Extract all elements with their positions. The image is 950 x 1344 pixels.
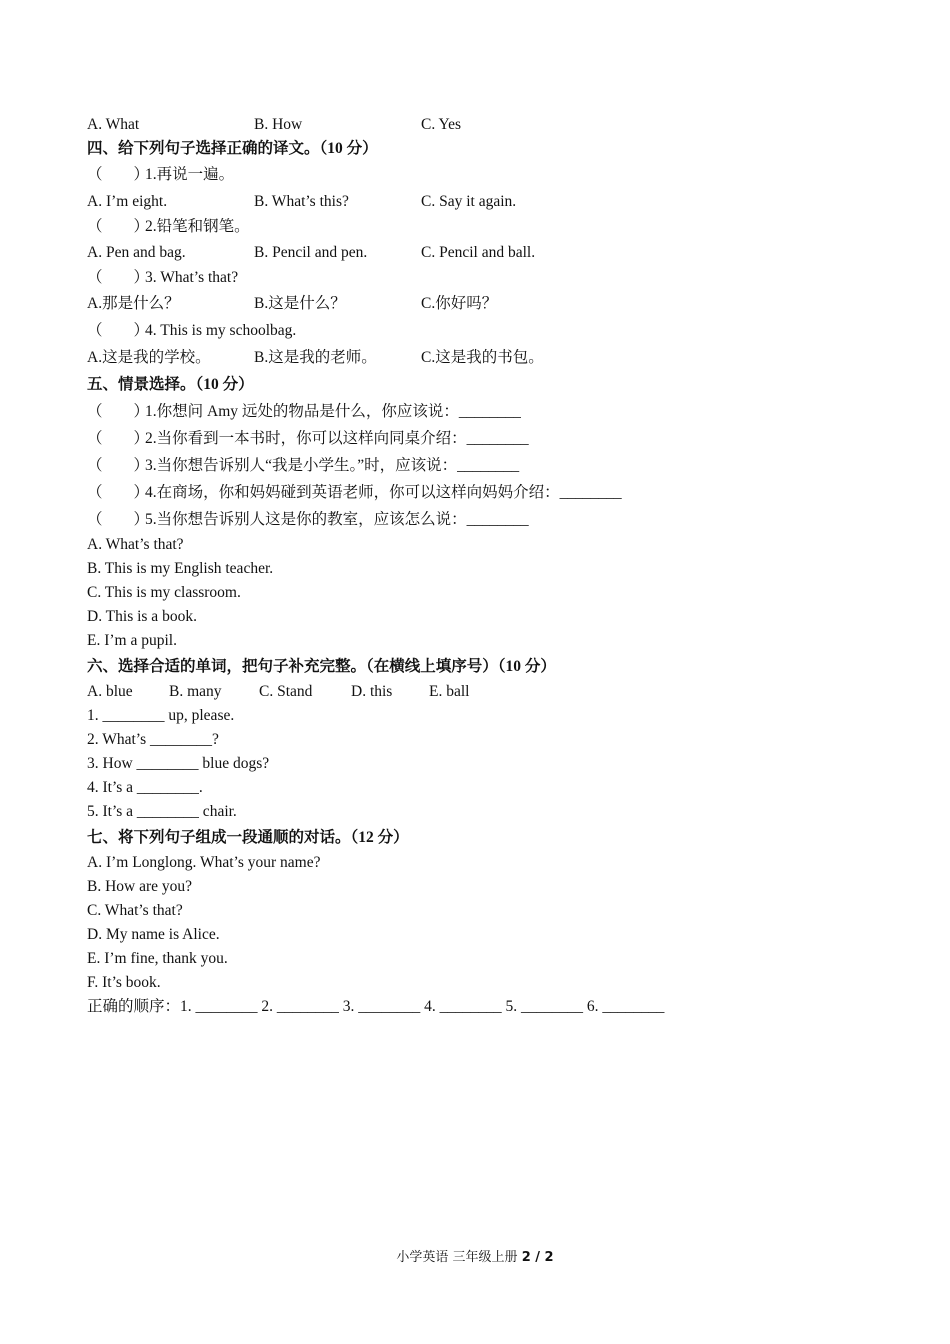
page-footer bbox=[0, 1246, 950, 1265]
dialogue-sentence: E. I’m fine, thank you. bbox=[87, 950, 228, 967]
answer-blank: （ ） bbox=[87, 457, 150, 474]
question-text: 2.当你看到一本书时，你可以这样向同桌介绍：________ bbox=[145, 430, 529, 447]
q3-options bbox=[87, 113, 887, 137]
options-row bbox=[87, 290, 887, 317]
option: A. What bbox=[87, 116, 140, 133]
option: B. How bbox=[254, 116, 303, 133]
dialogue-sentence: B. How are you? bbox=[87, 878, 193, 895]
order-answer-line: 正确的顺序：1. ________ 2. ________ 3. ________ 4. ________ 5. ________ 6. ________ bbox=[87, 998, 665, 1015]
answer-blank: （ ） bbox=[87, 484, 150, 501]
option: C. Pencil and ball. bbox=[421, 244, 536, 261]
question bbox=[87, 317, 887, 344]
option: A. I’m eight. bbox=[87, 193, 168, 210]
footer-subject: 小学英语 三年级上册 bbox=[396, 1250, 518, 1265]
question-text: 1.再说一遍。 bbox=[145, 166, 235, 183]
fill-blank-item: 1. ________ up, please. bbox=[87, 707, 235, 724]
dialogue-sentence: A. I’m Longlong. What’s your name? bbox=[87, 854, 321, 871]
fill-blank-item: 2. What’s ________? bbox=[87, 731, 219, 748]
question bbox=[87, 452, 887, 479]
answer-choice: A. What’s that? bbox=[87, 536, 184, 553]
question bbox=[87, 479, 887, 506]
question bbox=[87, 161, 887, 188]
fill-blank-item: 4. It’s a ________. bbox=[87, 779, 203, 796]
option: C. Yes bbox=[421, 116, 462, 133]
option: C.你好吗？ bbox=[421, 295, 498, 312]
question-text: 2.铅笔和钢笔。 bbox=[145, 218, 250, 235]
answer-blank: （ ） bbox=[87, 511, 150, 528]
option: A. Pen and bag. bbox=[87, 244, 186, 261]
answer-blank: （ ） bbox=[87, 430, 150, 447]
footer-separator: / bbox=[530, 1250, 545, 1265]
option: B. many bbox=[169, 683, 222, 700]
question bbox=[87, 425, 887, 452]
question-text: 4.在商场，你和妈妈碰到英语老师，你可以这样向妈妈介绍：________ bbox=[145, 484, 622, 501]
dialogue-sentence: C. What’s that? bbox=[87, 902, 183, 919]
fill-blank-item: 5. It’s a ________ chair. bbox=[87, 803, 237, 820]
option: B.这是什么？ bbox=[254, 295, 346, 312]
question-text: 1.你想问 Amy 远处的物品是什么，你应该说：________ bbox=[145, 403, 521, 420]
answer-blank: （ ） bbox=[87, 218, 150, 235]
question-text: 3.当你想告诉别人“我是小学生。”时，应该说：________ bbox=[145, 457, 520, 474]
worksheet-page bbox=[87, 113, 887, 1019]
answer-choice: B. This is my English teacher. bbox=[87, 560, 274, 577]
option: E. ball bbox=[429, 683, 470, 700]
section-4-title: 四、给下列句子选择正确的译文。（10 分） bbox=[87, 140, 378, 157]
option: B. Pencil and pen. bbox=[254, 244, 368, 261]
section-5-title: 五、情景选择。（10 分） bbox=[87, 376, 254, 393]
question bbox=[87, 215, 887, 239]
dialogue-sentence: F. It’s book. bbox=[87, 974, 161, 991]
question-text: 5.当你想告诉别人这是你的教室，应该怎么说：________ bbox=[145, 511, 529, 528]
question bbox=[87, 398, 887, 425]
option: A.这是我的学校。 bbox=[87, 349, 211, 366]
word-options bbox=[87, 680, 887, 704]
answer-blank: （ ） bbox=[87, 322, 150, 339]
footer-page-total: 2 bbox=[544, 1250, 554, 1265]
option: C. Say it again. bbox=[421, 193, 517, 210]
question-text: 3. What’s that? bbox=[145, 269, 239, 286]
answer-choice: E. I’m a pupil. bbox=[87, 632, 177, 649]
question bbox=[87, 506, 887, 533]
answer-blank: （ ） bbox=[87, 166, 150, 183]
options-row bbox=[87, 188, 887, 215]
answer-choice: D. This is a book. bbox=[87, 608, 197, 625]
dialogue-sentence: D. My name is Alice. bbox=[87, 926, 220, 943]
option: B. What’s this? bbox=[254, 193, 349, 210]
footer-page-number: 2 bbox=[521, 1250, 531, 1265]
option: C. Stand bbox=[259, 683, 313, 700]
answer-blank: （ ） bbox=[87, 403, 150, 420]
options-row bbox=[87, 344, 887, 371]
question-text: 4. This is my schoolbag. bbox=[145, 322, 297, 339]
question bbox=[87, 266, 887, 290]
option: D. this bbox=[351, 683, 393, 700]
answer-blank: （ ） bbox=[87, 269, 150, 286]
section-7-title: 七、将下列句子组成一段通顺的对话。（12 分） bbox=[87, 829, 409, 846]
fill-blank-item: 3. How ________ blue dogs? bbox=[87, 755, 270, 772]
answer-choice: C. This is my classroom. bbox=[87, 584, 241, 601]
option: A. blue bbox=[87, 683, 133, 700]
option: B.这是我的老师。 bbox=[254, 349, 377, 366]
options-row bbox=[87, 239, 887, 266]
section-6-title: 六、选择合适的单词，把句子补充完整。（在横线上填序号）（10 分） bbox=[87, 658, 556, 675]
option: A.那是什么？ bbox=[87, 295, 180, 312]
option: C.这是我的书包。 bbox=[421, 349, 544, 366]
